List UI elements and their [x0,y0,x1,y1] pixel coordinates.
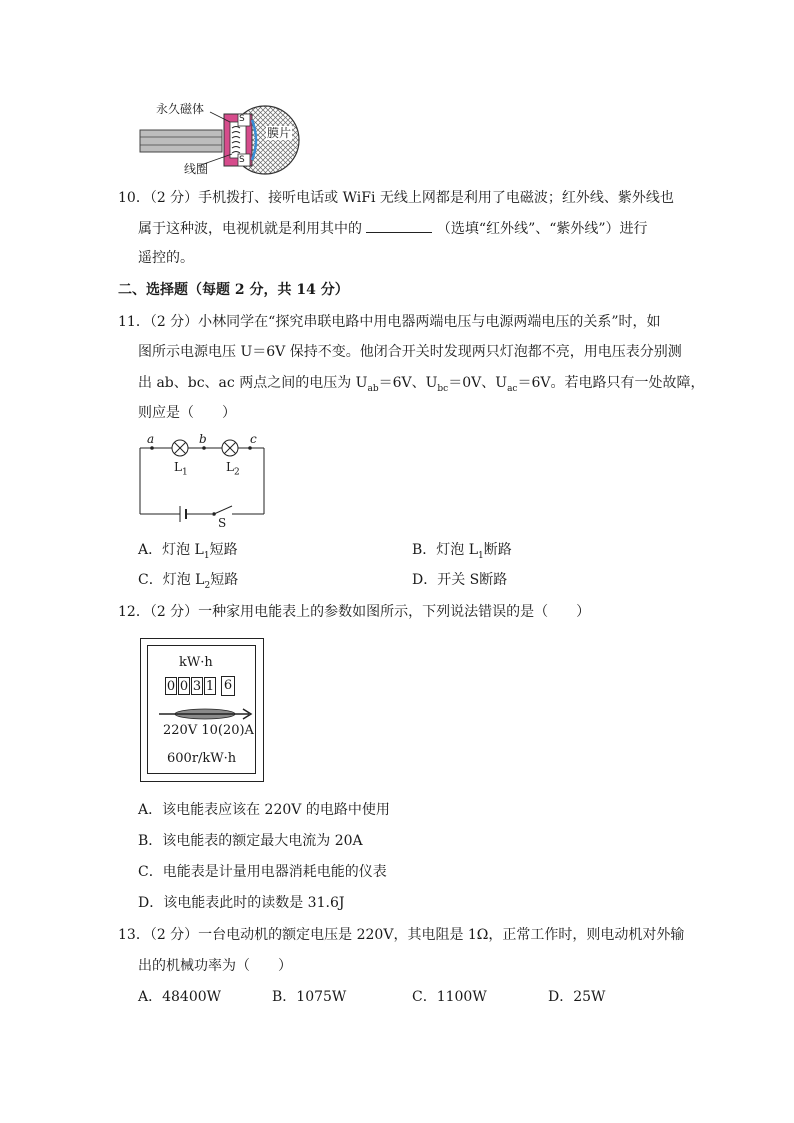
q11-line2: 图所示电源电压 U＝6V 保持不变。他闭合开关时发现两只灯泡都不亮，用电压表分别测 [138,344,682,360]
q10-line3: 遥控的。 [138,250,194,266]
q12-option-c[interactable]: C．电能表是计量用电器消耗电能的仪表 [138,864,387,880]
q10-line2-a: 属于这种波，电视机就是利用其中的 [138,221,362,237]
q13-option-c[interactable]: C．1100W [412,989,487,1005]
label-magnet: 永久磁体 [156,102,205,116]
sub-ac: ac [507,383,518,394]
q11-line3-c: ＝0V、U [448,375,508,391]
speaker-handle [140,130,222,152]
meter-unit: kW·h [179,655,213,670]
meter-constant: 600r/kW·h [167,751,237,766]
q13-option-a[interactable]: A．48400W [138,989,222,1005]
q10-answer-blank[interactable] [366,220,432,233]
q13-line2: 出的机械功率为（ ） [138,958,292,974]
energy-meter [140,638,264,782]
meter-digit-2: 0 [179,679,189,694]
q11-option-a[interactable]: A．灯泡 $L_1$短路 [138,542,238,561]
sub-ab: ab [367,383,379,394]
q11-option-d[interactable]: D．开关 S断路 [412,572,508,588]
circuit-diagram [136,430,268,532]
q12-option-a[interactable]: A．该电能表应该在 220V 的电路中使用 [138,802,390,818]
label-switch: S [218,516,227,530]
label-l1: $L_1$ [174,460,188,478]
section-title: 二、选择题（每题 2 分，共 14 分） [118,282,349,298]
node-c: c [250,432,257,446]
meter-digit-3: 3 [192,679,202,694]
pole-s-top: S [239,114,245,124]
label-membrane: 膜片 [267,126,292,140]
q10-line2 [138,220,648,237]
q11-line1: 11．（2 分）小林同学在“探究串联电路中用电器两端电压与电源两端电压的关系”时，如 [118,314,661,330]
q12-option-b[interactable]: B．该电能表的额定最大电流为 20A [138,833,363,849]
q13-option-d[interactable]: D．25W [548,989,606,1005]
node-b: b [199,432,207,446]
meter-rating: 220V 10(20)A [163,723,254,738]
label-l2: $L_2$ [226,460,240,478]
q11-line3-a: 出 ab、bc、ac 两点之间的电压为 U [138,375,368,391]
q13-option-b[interactable]: B．1075W [272,989,347,1005]
meter-digit-4: 1 [205,679,215,694]
q11-line3 [138,375,705,397]
q11-line4: 则应是（ ） [138,405,236,421]
q13-line1: 13．（2 分）一台电动机的额定电压是 220V，其电阻是 1Ω，正常工作时，则电动机对外输 [118,927,685,943]
switch-arm [214,506,232,514]
q11-option-c[interactable]: C．灯泡 $L_2$短路 [138,572,239,591]
node-a: a [147,432,155,446]
q12-line1: 12．（2 分）一种家用电能表上的参数如图所示，下列说法错误的是（ ） [118,604,591,620]
sub-bc: bc [437,383,449,394]
label-coil: 线圈 [184,162,209,176]
q12-option-d[interactable]: D．该电能表此时的读数是 31.6J [138,895,345,911]
meter-digit-1: 0 [166,679,176,694]
speaker-figure [138,100,308,180]
q11-option-b[interactable]: B．灯泡 $L_1$断路 [412,542,512,561]
q11-line3-d: ＝6V。若电路只有一处故障， [517,375,705,391]
meter-digit-5: 6 [221,676,235,696]
q10-line2-b: （选填“红外线”、“紫外线”）进行 [436,221,648,237]
pole-s-bottom: S [239,155,245,165]
meter-disc [157,704,257,724]
q11-line3-b: ＝6V、U [378,375,438,391]
q10-line1: 10．（2 分）手机拨打、接听电话或 WiFi 无线上网都是利用了电磁波；红外线、紫外线也 [118,190,674,206]
